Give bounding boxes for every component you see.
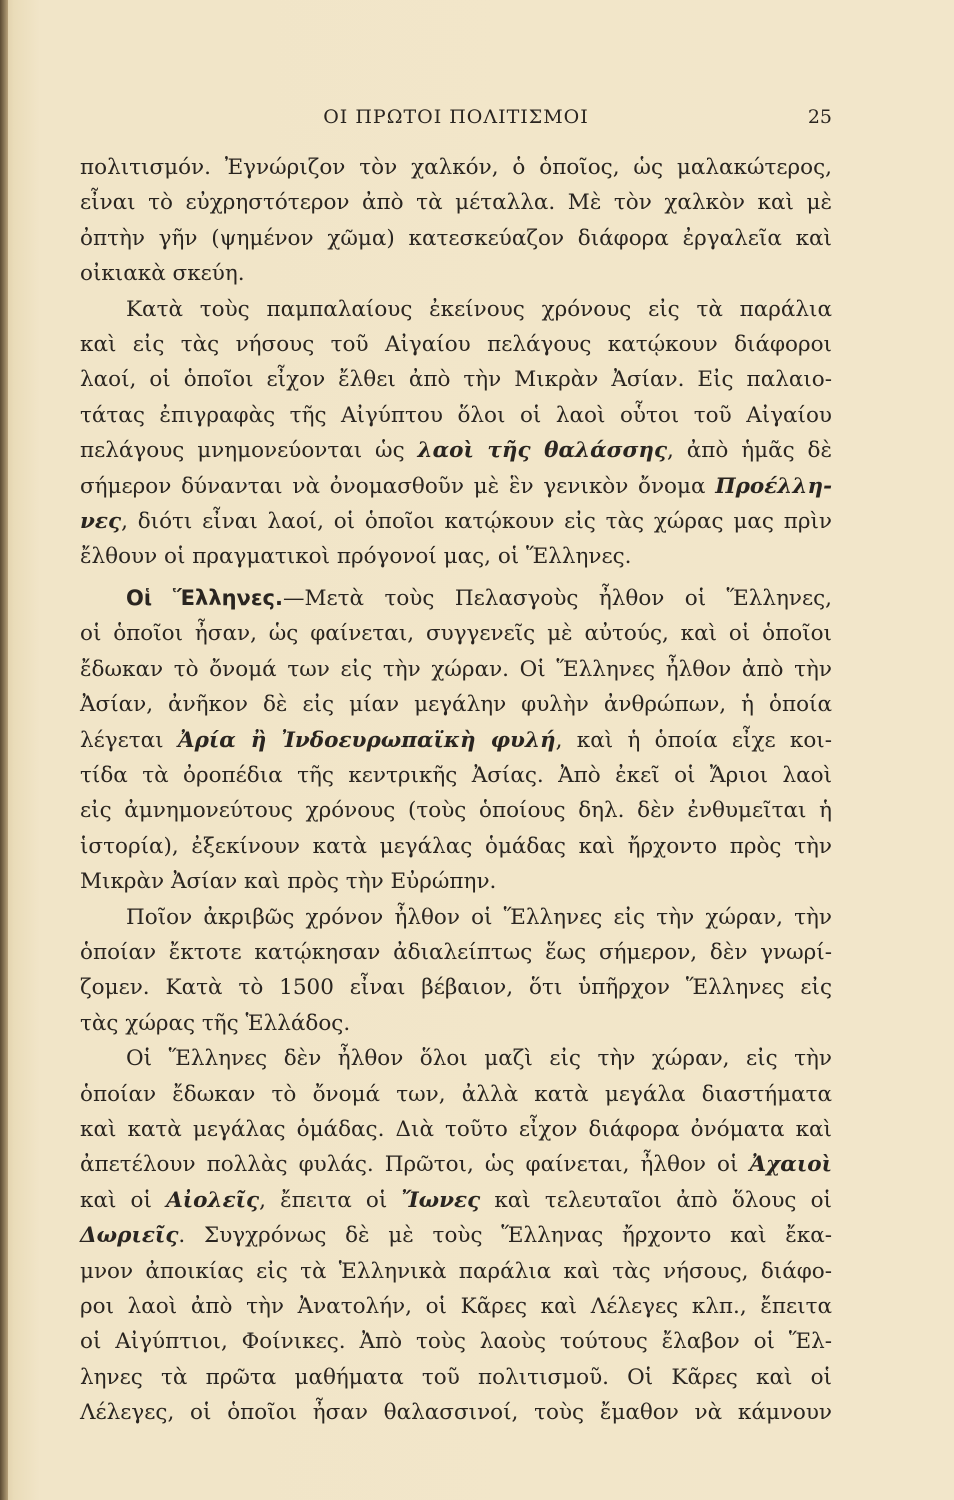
- text-run: , ἀπὸ ἡμᾶς δὲ: [667, 438, 832, 464]
- paragraph-4: [80, 900, 832, 1042]
- text-line: εἶναι τὸ εὐχρηστότερον ἀπὸ τὰ μέταλλα. Μὲ τὸν χαλκὸν καὶ μὲ: [80, 190, 832, 216]
- book-binding-edge: [0, 0, 8, 1500]
- text-line: Μικρὰν Ἀσίαν καὶ πρὸς τὴν Εὐρώπην.: [80, 869, 497, 895]
- emphasis-aeolians: Αἰολεῖς: [166, 1187, 260, 1213]
- text-line: οἱ ὁποῖοι ἦσαν, ὡς φαίνεται, συγγενεῖς μὲ αὐτούς, καὶ οἱ ὁποῖοι: [80, 621, 832, 647]
- paragraph-5: [80, 1041, 832, 1430]
- text-line: [80, 1183, 832, 1218]
- section-heading: Οἱ Ἕλληνες.: [126, 585, 283, 610]
- emphasis-aryan-race: Ἀρία ἢ Ἰνδοευρωπαϊκὴ φυλή: [177, 727, 556, 753]
- text-run: πελάγους μνημονεύονται ὡς: [80, 438, 418, 464]
- text-run: ἀπετέλουν πολλὰς φυλάς. Πρῶτοι, ὡς φαίνεται, ἦλθον οἱ: [80, 1152, 750, 1178]
- text-line: ὁποίαν ἔδωκαν τὸ ὄνομά των, ἀλλὰ κατὰ μεγάλα διαστήματα: [80, 1081, 832, 1107]
- text-line: [80, 433, 832, 468]
- paragraph-2: [80, 292, 832, 575]
- text-line: Ποῖον ἀκριβῶς χρόνον ἦλθον οἱ Ἕλληνες εἰς τὴν χώραν, τὴν: [126, 904, 832, 930]
- text-line: [80, 1218, 832, 1253]
- text-run: λέγεται: [80, 727, 178, 753]
- text-run: , καὶ ἡ ὁποία εἶχε κοι-: [555, 727, 832, 753]
- text-line: ὀπτὴν γῆν (ψημένον χῶμα) κατεσκεύαζον διάφορα ἐργαλεῖα καὶ: [80, 225, 832, 251]
- running-head: ΟΙ ΠΡΩΤΟΙ ΠΟΛΙΤΙΣΜΟΙ: [323, 106, 589, 128]
- paragraph-1: [80, 150, 832, 292]
- emphasis-ionians: Ἴωνες: [401, 1187, 481, 1213]
- text-run: καὶ τελευταῖοι ἀπὸ ὅλους οἱ: [480, 1187, 832, 1213]
- emphasis-pre-hellenes-end: νες: [80, 509, 122, 535]
- emphasis-achaeans: Ἀχαιοὶ: [749, 1152, 832, 1178]
- text-line: Κατὰ τοὺς παμπαλαίους ἐκείνους χρόνους εἰς τὰ παράλια: [126, 296, 832, 322]
- text-line: ἱστορία), ἐξεκίνουν κατὰ μεγάλας ὁμάδας καὶ ἤρχοντο πρὸς τὴν: [80, 833, 832, 859]
- text-line: [80, 723, 832, 758]
- text-line: καὶ εἰς τὰς νήσους τοῦ Αἰγαίου πελάγους κατῴκουν διάφοροι: [80, 332, 832, 358]
- text-line: ληνες τὰ πρῶτα μαθήματα τοῦ πολιτισμοῦ. Οἱ Κᾶρες καὶ οἱ: [80, 1364, 832, 1390]
- text-line: ὁποίαν ἔκτοτε κατῴκησαν ἀδιαλείπτως ἕως σήμερον, δὲν γνωρί-: [80, 939, 832, 965]
- text-line: τίδα τὰ ὀροπέδια τῆς κεντρικῆς Ἀσίας. Ἀπὸ ἐκεῖ οἱ Ἄριοι λαοὶ: [80, 762, 832, 788]
- text-run: σήμερον δύνανται νὰ ὀνομασθοῦν μὲ ἓν γενικὸν ὄνομα: [80, 473, 716, 499]
- paragraph-3: [80, 581, 832, 900]
- text-line: πολιτισμόν. Ἐγνώριζον τὸν χαλκόν, ὁ ὁποῖος, ὡς μαλακώτερος,: [80, 155, 832, 180]
- text-line: Οἱ Ἕλληνες δὲν ἦλθον ὅλοι μαζὶ εἰς τὴν χώραν, εἰς τὴν: [126, 1046, 832, 1072]
- text-line: [80, 1147, 832, 1182]
- emphasis-pre-hellenes: Προέλλη-: [715, 473, 832, 499]
- page-number: 25: [807, 106, 832, 128]
- emphasis-dorians: Δωριεῖς: [80, 1223, 179, 1249]
- text-line: [80, 469, 832, 504]
- text-line: [80, 504, 832, 539]
- text-line: εἰς ἀμνημονεύτους χρόνους (τοὺς ὁποίους δηλ. δὲν ἐνθυμεῖται ἡ: [80, 798, 832, 824]
- text-run: , ἔπειτα οἱ: [259, 1187, 402, 1213]
- text-line: τάτας ἐπιγραφὰς τῆς Αἰγύπτου ὅλοι οἱ λαοὶ οὗτοι τοῦ Αἰγαίου: [80, 402, 832, 428]
- emphasis-sea-peoples: λαοὶ τῆς θαλάσσης: [417, 438, 668, 464]
- text-line: Λέλεγες, οἱ ὁποῖοι ἦσαν θαλασσινοί, τοὺς ἔμαθον νὰ κάμνουν: [80, 1400, 832, 1426]
- text-line: τὰς χώρας τῆς Ἑλλάδος.: [80, 1010, 351, 1036]
- text-run: . Συγχρόνως δὲ μὲ τοὺς Ἕλληνας ἤρχοντο καὶ ἔκα-: [178, 1223, 832, 1249]
- text-line: ροι λαοὶ ἀπὸ τὴν Ἀνατολήν, οἱ Κᾶρες καὶ Λέλεγες κλπ., ἔπειτα: [80, 1294, 832, 1319]
- text-run: —Μετὰ τοὺς Πελασγοὺς ἦλθον οἱ Ἕλληνες,: [282, 585, 833, 611]
- text-line: [80, 581, 832, 616]
- page-header: [80, 106, 832, 136]
- text-line: ἔλθουν οἱ πραγματικοὶ πρόγονοί μας, οἱ Ἕλληνες.: [80, 544, 632, 570]
- text-line: μνον ἀποικίας εἰς τὰ Ἑλληνικὰ παράλια καὶ τὰς νήσους, διάφο-: [80, 1258, 832, 1284]
- text-line: οἱ Αἰγύπτιοι, Φοίνικες. Ἀπὸ τοὺς λαοὺς τούτους ἔλαβον οἱ Ἕλ-: [80, 1329, 832, 1355]
- body-text: [80, 150, 832, 1431]
- text-line: λαοί, οἱ ὁποῖοι εἶχον ἔλθει ἀπὸ τὴν Μικρὰν Ἀσίαν. Εἰς παλαιο-: [80, 367, 832, 393]
- text-run: , διότι εἶναι λαοί, οἱ ὁποῖοι κατῴκουν εἰς τὰς χώρας μας πρὶν: [121, 509, 832, 535]
- text-run: καὶ οἱ: [80, 1187, 167, 1213]
- text-line: οἰκιακὰ σκεύη.: [80, 261, 245, 287]
- text-line: ἔδωκαν τὸ ὄνομά των εἰς τὴν χώραν. Οἱ Ἕλληνες ἦλθον ἀπὸ τὴν: [80, 656, 832, 682]
- text-line: ζομεν. Κατὰ τὸ 1500 εἶναι βέβαιον, ὅτι ὑπῆρχον Ἕλληνες εἰς: [80, 975, 832, 1001]
- text-line: καὶ κατὰ μεγάλας ὁμάδας. Διὰ τοῦτο εἶχον διάφορα ὀνόματα καὶ: [80, 1116, 832, 1142]
- text-line: Ἀσίαν, ἀνῆκον δὲ εἰς μίαν μεγάλην φυλὴν ἀνθρώπων, ἡ ὁποία: [80, 692, 832, 718]
